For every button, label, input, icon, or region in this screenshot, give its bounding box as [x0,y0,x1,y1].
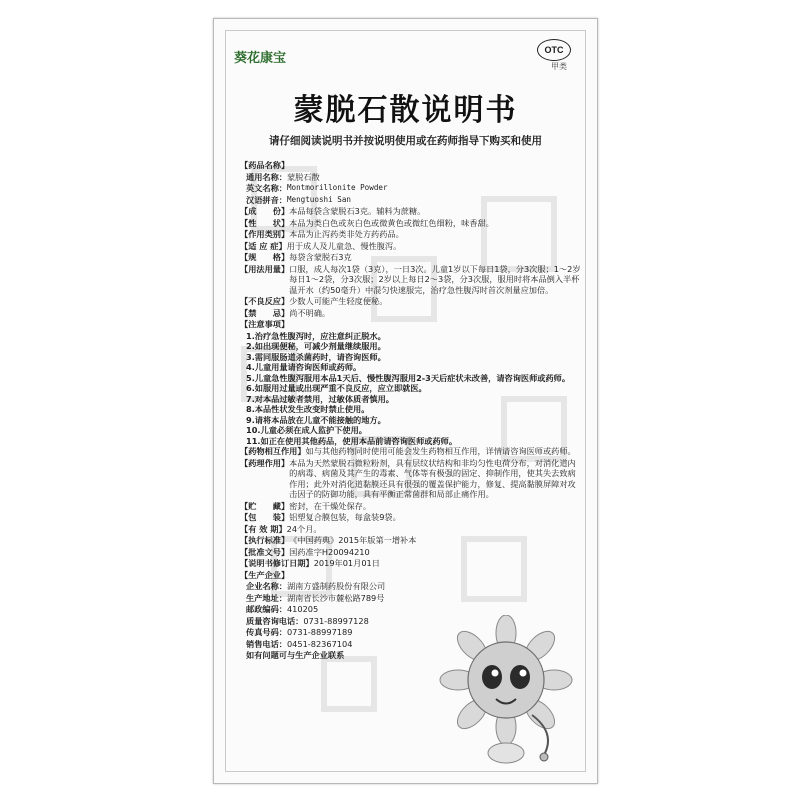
section-label: 【批准文号】 [240,546,290,557]
section-value: 用于成人及儿童急、慢性腹泻。 [286,240,402,251]
field-value: 0731-88997189 [286,627,353,637]
section-value: 2019年01月01日 [313,558,380,568]
section-label: 【不良反应】 [240,296,290,306]
field-value: 0451-82367104 [286,638,353,649]
section-value: 《中国药典》2015年版第一增补本 [289,535,417,545]
section-label: 【规 格】 [240,252,290,262]
section-value: 本品为类白色或灰白色或微黄色或微红色细粉，味香甜。 [289,217,494,228]
section-label: 【用法用量】 [240,263,290,274]
field-label: 质量咨询电话： [246,615,304,626]
section-row [240,229,583,240]
note-item: 5.儿童急性腹泻服用本品1天后、慢性腹泻服用2-3天后症状未改善，请咨询医师或药师。 [246,372,571,383]
note-item: 7.对本品过敏者禁用，过敏体质者慎用。 [246,393,394,404]
drug-name-row [240,183,583,194]
field-value: Montmorillonite Powder [286,183,388,192]
field-label: 邮政编码： [246,604,287,614]
sunflower-mascot-illustration [436,615,576,765]
section-row [240,458,583,500]
otc-badge: OTC [537,39,571,61]
section-label: 【成 份】 [240,206,290,216]
notes-header: 【注意事项】 [240,319,290,329]
section-label: 【执行标准】 [240,535,290,545]
section-value: 国药准字H20094210 [289,546,370,557]
section-value: 少数人可能产生轻度便秘。 [289,296,388,306]
note-item: 2.如出现便秘，可减少剂量继续服用。 [246,341,386,351]
field-label: 英文名称： [246,183,287,193]
contact-footer: 如有问题可与生产企业联系 [246,650,345,660]
note-item: 9.请将本品放在儿童不能接触的地方。 [246,414,386,425]
manufacturer-row [240,604,583,615]
section-label: 【药理作用】 [240,457,290,468]
section-label: 【性 状】 [240,217,290,228]
section-row [240,535,583,546]
section-value: 口服，成人每次1袋（3克），一日3次。儿童1岁以下每日1袋，分3次服；1～2岁每日1～2袋，分3次服；2岁以上每日2～3袋，分3次服，服用时将本品倒入半杯温开水（约50毫升）中混匀快速服完，治疗急性腹泻时首次剂量应加倍。 [289,263,581,295]
field-label: 企业名称： [246,581,287,591]
section-row [240,446,583,457]
section-row [240,524,583,535]
section-value: 每袋含蒙脱石3克 [289,252,352,262]
field-value: 0731-88997128 [303,615,369,626]
leaflet-content [240,160,583,662]
section-row [240,512,583,523]
section-label: 【贮 藏】 [240,500,290,511]
section-value: 本品为天然蒙脱石微粒粉剂，具有层纹状结构和非均匀性电荷分布，对消化道内的病毒、病菌及其产生的毒素、气体等有极强的固定、抑制作用，使其失去致病作用；此外对消化道黏膜还具有很强的覆盖保护能力，修复、提高黏膜屏障对攻击因子的防御功能，具有平衡正常菌群和局部止痛作用。 [289,457,576,499]
section-label: 【作用类别】 [240,229,290,239]
note-item: 1.治疗急性腹泻时，应注意纠正脱水。 [246,330,386,341]
section-row [240,558,583,569]
section-row [240,252,583,263]
document-title: 蒙脱石散说明书 [293,93,518,128]
section-label: 【药物相互作用】 [240,446,306,456]
section-label: 【有 效 期】 [240,523,287,534]
section-row [240,501,583,512]
field-label: 生产地址： [246,592,287,603]
field-value: Mengtuoshi San [286,194,351,204]
note-item: 11.如正在使用其他药品，使用本品前请咨询医师或药师。 [246,435,458,446]
drug-name-header: 【药品名称】 [240,160,290,170]
field-label: 汉语拼音： [246,194,287,205]
field-label: 通用名称： [246,171,287,182]
section-value: 24个月。 [286,523,322,534]
manufacturer-row [240,593,583,604]
section-row [240,296,583,307]
note-item: 3.需同服肠道杀菌药时，请咨询医师。 [246,351,386,362]
field-value: 湖南方盛制药股份有限公司 [286,581,386,591]
section-row [240,547,583,558]
section-label: 【禁 忌】 [240,307,290,318]
note-item: 4.儿童用量请咨询医师或药师。 [246,362,362,372]
section-row [240,264,583,296]
section-label: 【说明书修订日期】 [240,558,314,568]
document-subtitle: 请仔细阅读说明书并按说明使用或在药师指导下购买和使用 [269,135,542,147]
field-label: 销售电话： [246,638,287,649]
drug-name-row [240,172,583,183]
section-row [240,218,583,229]
section-value: 如与其他药物同时使用可能会发生药物相互作用，详情请咨询医师或药师。 [305,446,576,456]
manufacturer-header: 【生产企业】 [240,569,290,580]
note-item: 6.如服用过量或出现严重不良反应，应立即就医。 [246,383,427,393]
drug-name-row [240,195,583,206]
otc-class-label: 甲类 [551,62,567,71]
section-label: 【适 应 症】 [240,240,287,251]
brand-logo: 葵花康宝 [234,51,287,66]
section-value: 本品为止泻药类非处方药药品。 [289,229,404,239]
notes-list [246,331,583,447]
field-value: 410205 [286,604,319,614]
section-value: 密封，在干燥处保存。 [289,500,372,511]
instruction-leaflet [213,18,598,784]
note-item: 8.本品性状发生改变时禁止使用。 [246,404,370,414]
section-row [240,241,583,252]
section-label: 【包 装】 [240,512,290,522]
note-item: 10.儿童必须在成人监护下使用。 [246,425,367,435]
section-value: 本品每袋含蒙脱石3克。辅料为蔗糖。 [289,206,426,216]
manufacturer-row [240,581,583,592]
section-value: 铝塑复合膜包装，每盒装9袋。 [289,512,401,522]
field-value: 湖南省长沙市麓松路789号 [286,592,385,603]
section-value: 尚不明确。 [289,307,331,318]
section-row [240,206,583,217]
field-value: 蒙脱石散 [286,171,320,182]
field-label: 传真号码： [246,627,287,637]
section-row [240,308,583,319]
